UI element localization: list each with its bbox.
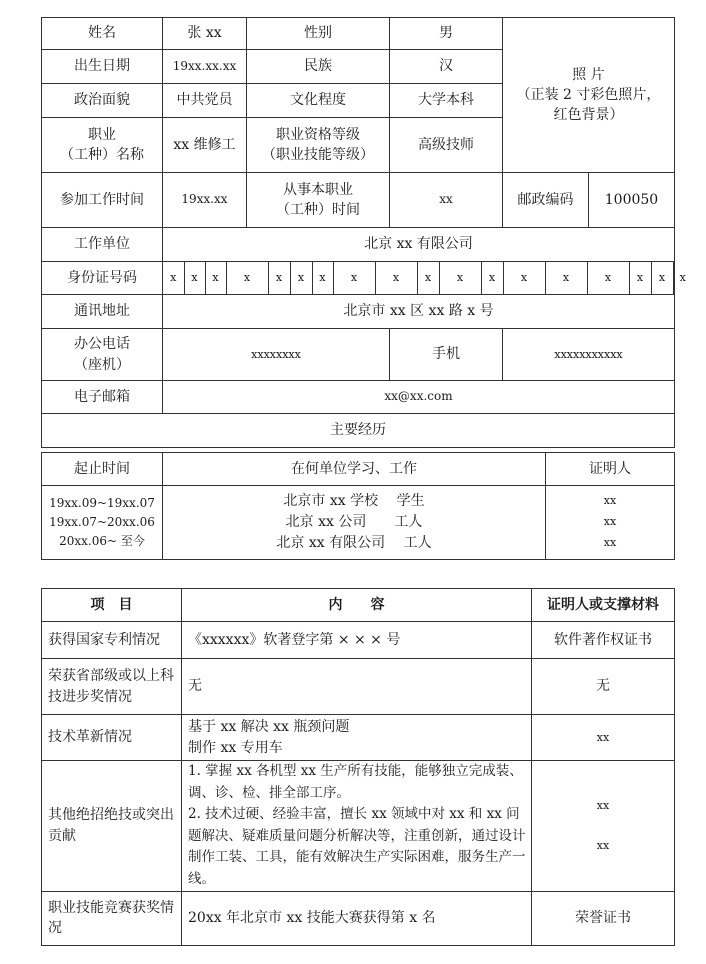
political-value: 中共党员 [163, 84, 247, 118]
id-digit-cell: x [651, 262, 673, 294]
id-digit-cell: x [417, 262, 439, 294]
id-digit-cell: x [375, 262, 417, 294]
education-label: 文化程度 [247, 84, 390, 118]
job-label: 职业 （工种）名称 [42, 118, 163, 173]
col-content-header: 内 容 [182, 589, 532, 622]
id-digit-cell: x [545, 262, 587, 294]
id-digit-cell: x [163, 262, 184, 294]
ethnic-value: 汉 [390, 50, 503, 84]
employer-value: 北京 xx 有限公司 [163, 228, 675, 262]
row-patent-item: 获得国家专利情况 [42, 622, 182, 659]
col-item-header: 项 目 [42, 589, 182, 622]
achievements-table [41, 588, 675, 946]
id-digit-cell: x [333, 262, 375, 294]
row-patent-content: 《xxxxxx》软著登字第 × × × 号 [182, 622, 532, 659]
email-label: 电子邮箱 [42, 381, 163, 414]
id-digit-cell: x [439, 262, 481, 294]
row-skills-content: 1. 掌握 xx 各机型 xx 生产所有技能，能够独立完成装、调、诊、检、排全部工序。 2. 技术过硬、经验丰富，擅长 xx 领域中对 xx 和 xx 问题解决、疑难质量问题分析解决等，注重创新，通过设计制作工装、工具，能有效解决生产实际困难，服务生产一线。 [182, 761, 532, 892]
mobile-value: xxxxxxxxxxx [503, 329, 675, 381]
current-job-time-value: xx [390, 173, 503, 228]
birth-value: 19xx.xx.xx [163, 50, 247, 84]
id-digit-cell: x [226, 262, 268, 294]
qualification-label: 职业资格等级 （职业技能等级） [247, 118, 390, 173]
row-award-content: 无 [182, 659, 532, 715]
row-patent-proof: 软件著作权证书 [532, 622, 675, 659]
email-value: xx@xx.com [163, 381, 675, 414]
photo-note: （正装 2 寸彩色照片，红色背景） [516, 86, 661, 124]
id-digit-cell: x [312, 262, 333, 294]
name-value: 张 xx [163, 18, 247, 50]
education-value: 大学本科 [390, 84, 503, 118]
row-award-proof: 无 [532, 659, 675, 715]
work-start-label: 参加工作时间 [42, 173, 163, 228]
id-digit-cell: x [503, 262, 545, 294]
row-competition-item: 职业技能竞赛获奖情况 [42, 891, 182, 945]
id-digit-cell: x [184, 262, 205, 294]
experience-table [41, 452, 675, 560]
birth-label: 出生日期 [42, 50, 163, 84]
experience-witnesses: xx xx xx [546, 486, 675, 560]
job-value: xx 维修工 [163, 118, 247, 173]
employer-label: 工作单位 [42, 228, 163, 262]
id-digit-cell: x [205, 262, 226, 294]
office-phone-label: 办公电话 （座机） [42, 329, 163, 381]
id-digit-cell: x [673, 262, 692, 294]
id-label: 身份证号码 [42, 262, 163, 295]
row-innovation-proof: xx [532, 715, 675, 761]
address-label: 通讯地址 [42, 295, 163, 329]
row-competition-content: 20xx 年北京市 xx 技能大赛获得第 x 名 [182, 891, 532, 945]
row-competition-proof: 荣誉证书 [532, 891, 675, 945]
ethnic-label: 民族 [247, 50, 390, 84]
personal-info-table [41, 17, 686, 448]
row-skills-proof: xx xx [532, 761, 675, 892]
id-digit-cell: x [481, 262, 503, 294]
experience-col-where: 在何单位学习、工作 [163, 453, 546, 486]
row-innovation-content: 基于 xx 解决 xx 瓶颈问题 制作 xx 专用车 [182, 715, 532, 761]
experience-col-time: 起止时间 [42, 453, 163, 486]
postcode-label: 邮政编码 [503, 173, 589, 228]
address-value: 北京市 xx 区 xx 路 x 号 [163, 295, 675, 329]
gender-label: 性别 [247, 18, 390, 50]
current-job-time-label: 从事本职业 （工种）时间 [247, 173, 390, 228]
experience-title: 主要经历 [42, 414, 675, 448]
political-label: 政治面貌 [42, 84, 163, 118]
id-digit-grid [163, 262, 692, 294]
col-proof-header: 证明人或支撑材料 [532, 589, 675, 622]
experience-places: 北京市 xx 学校 学生 北京 xx 公司 工人 北京 xx 有限公司 工人 [163, 486, 546, 560]
row-skills-item: 其他绝招绝技或突出贡献 [42, 761, 182, 892]
id-digit-cell: x [587, 262, 629, 294]
mobile-label: 手机 [390, 329, 503, 381]
id-digit-cell: x [629, 262, 651, 294]
work-start-value: 19xx.xx [163, 173, 247, 228]
experience-times: 19xx.09~19xx.07 19xx.07~20xx.06 20xx.06~ 至今 [42, 486, 163, 560]
experience-col-witness: 证明人 [546, 453, 675, 486]
id-digit-cell: x [290, 262, 312, 294]
photo-title: 照 片 [572, 66, 605, 83]
office-phone-value: xxxxxxxx [163, 329, 390, 381]
photo-box [503, 18, 675, 173]
gender-value: 男 [390, 18, 503, 50]
name-label: 姓名 [42, 18, 163, 50]
row-innovation-item: 技术革新情况 [42, 715, 182, 761]
id-digit-cell: x [268, 262, 290, 294]
qualification-value: 高级技师 [390, 118, 503, 173]
postcode-value: 100050 [589, 173, 675, 228]
row-award-item: 荣获省部级或以上科技进步奖情况 [42, 659, 182, 715]
